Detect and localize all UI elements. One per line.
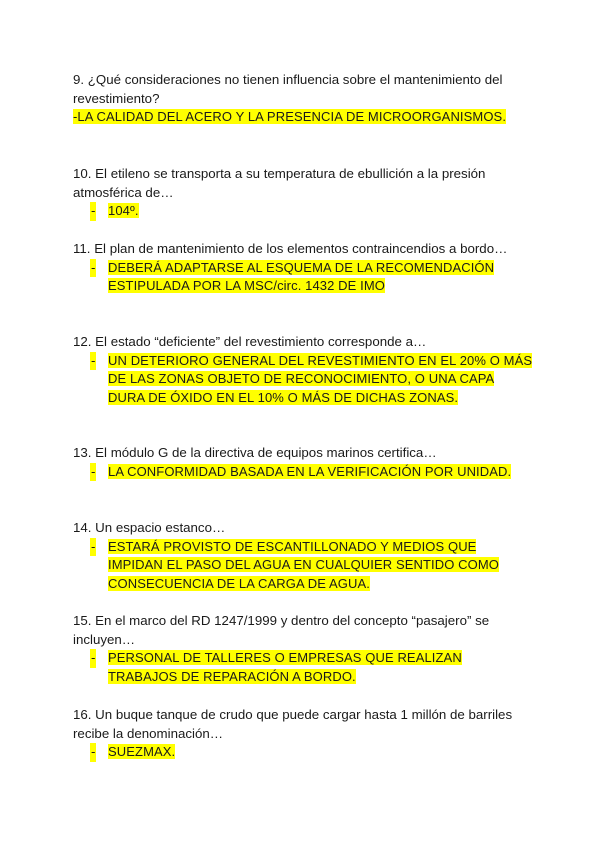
question-text: 11. El plan de mantenimiento de los elementos contraincendios a bordo… bbox=[73, 241, 508, 256]
highlighted-answer: PERSONAL DE TALLERES O EMPRESAS QUE REALIZAN TRABAJOS DE REPARACIÓN A BORDO. bbox=[108, 650, 462, 684]
highlighted-answer: 104º. bbox=[108, 203, 139, 219]
answer-list bbox=[73, 538, 533, 594]
question-text: 15. En el marco del RD 1247/1999 y dentro del concepto “pasajero” se incluyen… bbox=[73, 613, 490, 647]
dash-bullet: - bbox=[90, 538, 96, 557]
dash-bullet: - bbox=[90, 463, 96, 482]
answer-list bbox=[73, 649, 533, 686]
answer-list bbox=[73, 463, 533, 482]
answer-item bbox=[73, 202, 533, 221]
dash-bullet: - bbox=[90, 259, 96, 278]
question-15 bbox=[73, 612, 533, 686]
question-9 bbox=[73, 71, 533, 127]
question-text: 16. Un buque tanque de crudo que puede cargar hasta 1 millón de barriles recibe la denominación… bbox=[73, 707, 513, 741]
question-14 bbox=[73, 519, 533, 593]
question-12 bbox=[73, 333, 533, 407]
answer-text bbox=[73, 108, 533, 127]
highlighted-answer: ESTARÁ PROVISTO DE ESCANTILLONADO Y MEDIOS QUE IMPIDAN EL PASO DEL AGUA EN CUALQUIER SENTIDO COMO CONSECUENCIA DE LA CARGA DE AGUA. bbox=[108, 538, 499, 591]
answer-list bbox=[73, 743, 533, 762]
answer-item bbox=[73, 538, 533, 594]
answer-list bbox=[73, 352, 533, 408]
highlighted-answer: SUEZMAX. bbox=[108, 744, 176, 760]
highlighted-answer: LA CONFORMIDAD BASADA EN LA VERIFICACIÓN POR UNIDAD. bbox=[108, 463, 512, 479]
answer-item bbox=[73, 352, 533, 408]
question-10 bbox=[73, 165, 533, 221]
answer-item bbox=[73, 649, 533, 686]
answer-list bbox=[73, 202, 533, 221]
answer-item bbox=[73, 463, 533, 482]
question-11 bbox=[73, 240, 533, 296]
question-text: 12. El estado “deficiente” del revestimiento corresponde a… bbox=[73, 334, 427, 349]
question-text: 10. El etileno se transporta a su temperatura de ebullición a la presión atmosférica de… bbox=[73, 166, 486, 200]
dash-bullet: - bbox=[90, 743, 96, 762]
highlighted-answer: DEBERÁ ADAPTARSE AL ESQUEMA DE LA RECOMENDACIÓN ESTIPULADA POR LA MSC/circ. 1432 DE IMO bbox=[108, 259, 495, 294]
highlighted-answer: -LA CALIDAD DEL ACERO Y LA PRESENCIA DE MICROORGANISMOS. bbox=[73, 109, 507, 125]
question-text: 13. El módulo G de la directiva de equipos marinos certifica… bbox=[73, 445, 437, 460]
question-13 bbox=[73, 444, 533, 481]
dash-bullet: - bbox=[90, 352, 96, 371]
answer-list bbox=[73, 259, 533, 296]
question-16 bbox=[73, 706, 533, 762]
highlighted-answer: UN DETERIORO GENERAL DEL REVESTIMIENTO EN EL 20% O MÁS DE LAS ZONAS OBJETO DE RECONOCIMIENTO, O UNA CAPA DURA DE ÓXIDO EN EL 10% O MÁS DE DICHAS ZONAS. bbox=[108, 352, 533, 405]
answer-item bbox=[73, 743, 533, 762]
question-text: 14. Un espacio estanco… bbox=[73, 520, 226, 535]
question-text: 9. ¿Qué consideraciones no tienen influencia sobre el mantenimiento del revestimiento? bbox=[73, 72, 503, 106]
dash-bullet: - bbox=[90, 202, 96, 221]
answer-item bbox=[73, 259, 533, 296]
dash-bullet: - bbox=[90, 649, 96, 668]
